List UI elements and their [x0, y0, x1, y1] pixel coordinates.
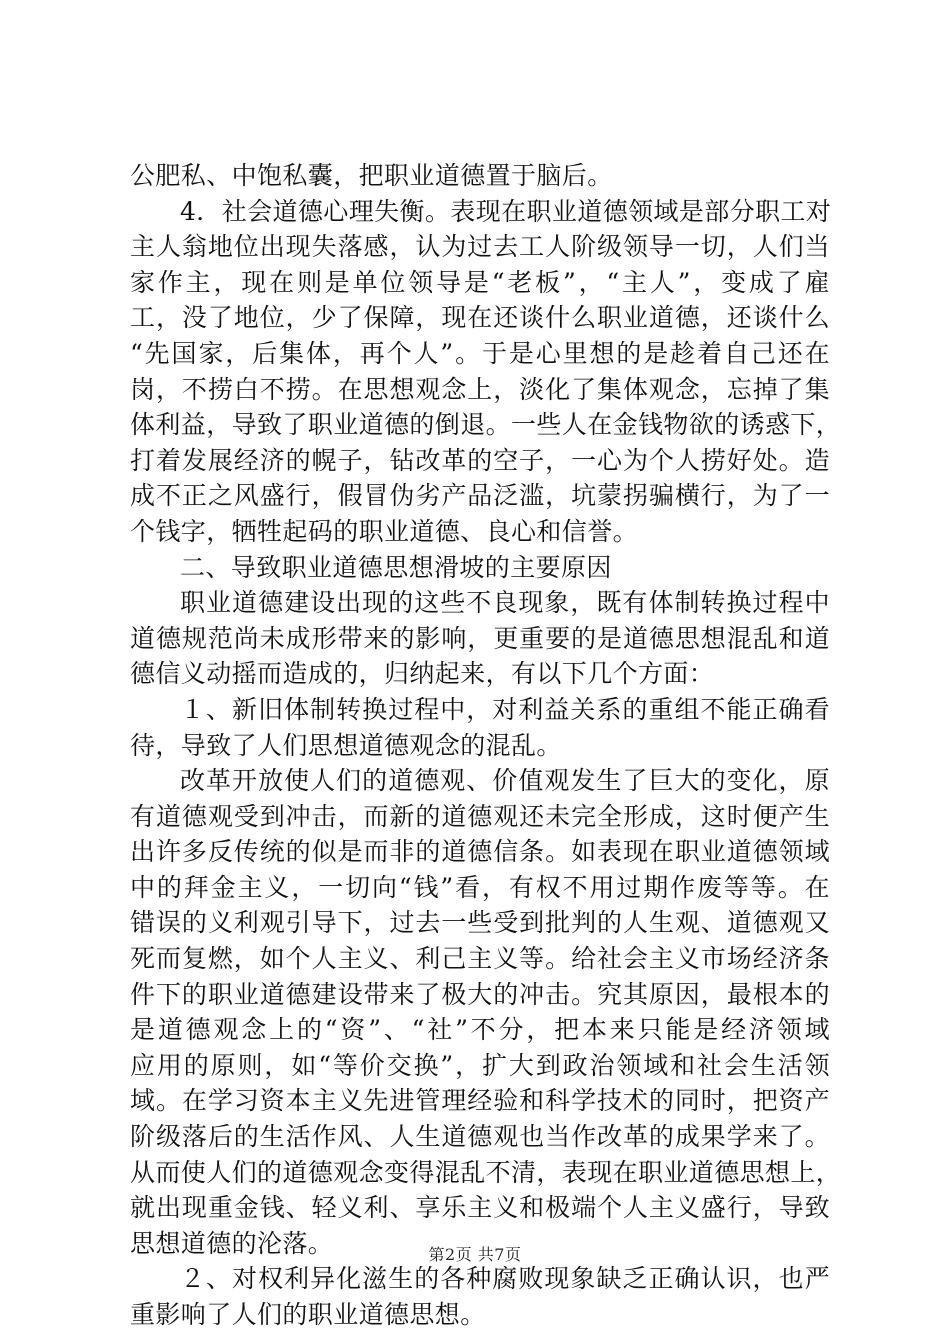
text-line: 件下的职业道德建设带来了极大的冲击。究其原因，最根本的 [130, 979, 830, 1009]
paragraph-start-line: 职业道德建设出现的这些不良现象，既有体制转换过程中 [180, 588, 830, 618]
paragraph-start-line: ２、对权利异化滋生的各种腐败现象缺乏正确认识，也严 [180, 1264, 830, 1294]
text-line: 个钱字，牺牲起码的职业道德、良心和信誉。 [130, 516, 639, 546]
text-line: 成不正之风盛行，假冒伪劣产品泛滥，坑蒙拐骗横行，为了一 [130, 481, 830, 511]
text-line: 思想道德的沦落。 [130, 1228, 334, 1258]
text-line: 体利益，导致了职业道德的倒退。一些人在金钱物欲的诱惑下， [130, 410, 842, 440]
paragraph-start-line: １、新旧体制转换过程中，对利益关系的重组不能正确看 [180, 694, 830, 724]
text-line: 主人翁地位出现失落感，认为过去工人阶级领导一切，人们当 [130, 232, 830, 262]
section-heading: 二、导致职业道德思想滑坡的主要原因 [180, 552, 612, 582]
text-line: 有道德观受到冲击，而新的道德观还未完全形成，这时便产生 [130, 801, 830, 831]
text-line: 阶级落后的生活作风、人生道德观也当作改革的成果学来了。 [130, 1122, 830, 1152]
paragraph-start-line: 4．社会道德心理失衡。表现在职业道德领域是部分职工对 [180, 196, 832, 226]
paragraph-start-line: 改革开放使人们的道德观、价值观发生了巨大的变化，原 [180, 766, 830, 796]
text-line: 从而使人们的道德观念变得混乱不清，表现在职业道德思想上， [130, 1157, 842, 1187]
text-line: 应用的原则，如“等价交换”，扩大到政治领域和社会生活领 [130, 1050, 830, 1080]
text-line: 出许多反传统的似是而非的道德信条。如表现在职业道德领域 [130, 837, 830, 867]
text-line: 是道德观念上的“资”、“社”不分，把本来只能是经济领域 [130, 1015, 830, 1045]
text-line: 待，导致了人们思想道德观念的混乱。 [130, 730, 562, 760]
text-line: 死而复燃，如个人主义、利己主义等。给社会主义市场经济条 [130, 944, 830, 974]
text-line: 重影响了人们的职业道德思想。 [130, 1300, 486, 1329]
text-line: 中的拜金主义，一切向“钱”看，有权不用过期作废等等。在 [130, 872, 830, 902]
text-line: 错误的义利观引导下，过去一些受到批判的人生观、道德观又 [130, 908, 830, 938]
text-line: 道德规范尚未成形带来的影响，更重要的是道德思想混乱和道 [130, 623, 830, 653]
text-line: 岗，不捞白不捞。在思想观念上，淡化了集体观念，忘掉了集 [130, 374, 830, 404]
document-body [130, 158, 842, 1333]
text-line: “先国家，后集体，再个人”。于是心里想的是趁着自己还在 [130, 338, 830, 368]
page-number-footer: 第2页 共7页 [428, 1245, 522, 1264]
text-line: 域。在学习资本主义先进管理经验和科学技术的同时，把资产 [130, 1086, 830, 1116]
text-line: 工，没了地位，少了保障，现在还谈什么职业道德，还谈什么 [130, 303, 830, 333]
text-line: 家作主，现在则是单位领导是“老板”，“主人”，变成了雇 [130, 267, 830, 297]
text-line: 打着发展经济的幌子，钻改革的空子，一心为个人捞好处。造 [130, 445, 830, 475]
text-line: 公肥私、中饱私囊，把职业道德置于脑后。 [130, 161, 613, 190]
text-line: 就出现重金钱、轻义利、享乐主义和极端个人主义盛行，导致 [130, 1193, 830, 1223]
text-line: 德信义动摇而造成的，归纳起来，有以下几个方面： [130, 659, 715, 689]
